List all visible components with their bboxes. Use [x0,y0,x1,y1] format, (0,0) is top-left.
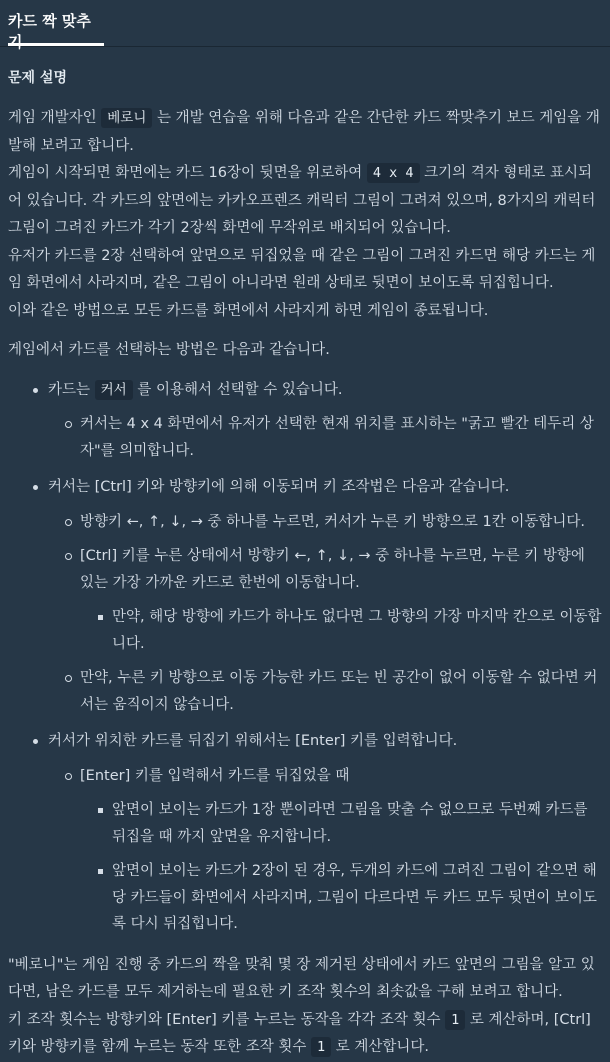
sub-list [48,763,602,938]
tab-problem-title[interactable]: 카드 짝 맞추기 [8,0,104,46]
sub-sub-list [80,797,602,938]
rules-list [8,377,602,938]
method-intro: 게임에서 카드를 선택하는 방법은 다음과 같습니다. [8,342,330,358]
closing-paragraph-1: "베로니"는 게임 진행 중 카드의 짝을 맞춰 몇 장 제거된 상태에서 카드 앞면의 그림을 알고 있다면, 남은 카드를 모두 제거하는데 필요한 키 조작 횟수의 최솟값을 구해 보려고 합니다. [8,956,595,1000]
list-item [8,474,602,718]
list-item: 커서는 4 x 4 화면에서 유저가 선택한 현재 위치를 표시하는 "굵고 빨간 테두리 상자"를 의미합니다. [48,411,602,464]
list-item [8,377,602,465]
list-item: 만약, 해당 방향에 카드가 하나도 없다면 그 방향의 가장 마지막 칸으로 이동합니다. [80,604,602,657]
sub-list [48,411,602,464]
tab-bar [0,0,610,51]
text: 크기의 격자 형태로 표시되어 있습니다. 각 카드의 앞면에는 카카오프렌즈 캐릭터 그림이 그려져 있으며, 8가지의 캐릭터 그림이 그려진 카드가 각기 2장씩 화면에 무작위로 배치되어 있습니다. [8,165,596,236]
list-item: 앞면이 보이는 카드가 1장 뿐이라면 그림을 맞출 수 없으므로 두번째 카드를 뒤집을 때 까지 앞면을 유지합니다. [80,797,602,850]
problem-content [0,67,610,1062]
list-item: 만약, 누른 키 방향으로 이동 가능한 카드 또는 빈 공간이 없어 이동할 수 없다면 커서는 움직이지 않습니다. [48,665,602,718]
text: 로 계산하며, [Ctrl] 키와 방향키를 함께 누르는 동작 또한 조작 횟수 [8,1011,591,1055]
text: 카드는 [48,381,95,398]
section-title: 문제 설명 [8,70,67,86]
inline-code-one: 1 [445,1010,465,1030]
inline-code-one: 1 [311,1037,331,1057]
text: [Enter] 키를 입력해서 카드를 뒤집었을 때 [80,767,350,784]
list-item: 앞면이 보이는 카드가 2장이 된 경우, 두개의 카드에 그려진 그림이 같으면 해당 카드들이 화면에서 사라지며, 그림이 다르다면 두 카드 모두 뒷면이 보이도록 다시 뒤집힙니다. [80,858,602,938]
list-item [48,543,602,657]
sub-list [48,509,602,719]
text: 를 이용해서 선택할 수 있습니다. [132,381,343,398]
text: 는 개발 연습을 위해 다음과 같은 간단한 카드 짝맞추기 보드 게임을 개발해 보려고 합니다. [8,110,600,154]
inline-code-cursor: 커서 [95,380,133,400]
intro-paragraph-3: 유저가 카드를 2장 선택하여 앞면으로 뒤집었을 때 같은 그림이 그려진 카드면 해당 카드는 게임 화면에서 사라지며, 같은 그림이 아니라면 원래 상태로 뒷면이 보이도록 뒤집힙니다. [8,247,596,291]
text: 커서는 [Ctrl] 키와 방향키에 의해 이동되며 키 조작법은 다음과 같습니다. [48,479,510,495]
intro-paragraph-4: 이와 같은 방법으로 모든 카드를 화면에서 사라지게 하면 게임이 종료됩니다. [8,302,489,319]
list-item [48,763,602,938]
list-item [8,728,602,938]
closing-paragraph-2 [8,1007,602,1062]
intro-paragraph-2 [8,160,602,243]
inline-code-veroni: 베로니 [101,108,152,128]
text: [Ctrl] 키를 누른 상태에서 방향키 ←, ↑, ↓, → 중 하나를 누르면, 누른 키 방향에 있는 가장 가까운 카드로 한번에 이동합니다. [80,548,585,591]
text: 로 계산합니다. [331,1039,430,1055]
sub-sub-list [80,604,602,657]
text: 게임 개발자인 [8,110,102,126]
text: 게임이 시작되면 화면에는 카드 16장이 뒷면을 위로하여 [8,165,367,181]
inline-code-grid-size: 4 x 4 [367,163,420,183]
intro-paragraph-1 [8,105,602,160]
list-item: 방향키 ←, ↑, ↓, → 중 하나를 누르면, 커서가 누른 키 방향으로 1칸 이동합니다. [48,509,602,536]
text: 커서가 위치한 카드를 뒤집기 위해서는 [Enter] 키를 입력합니다. [48,733,458,749]
text: 키 조작 횟수는 방향키와 [Enter] 키를 누르는 동작을 각각 조작 횟수 [8,1011,446,1028]
